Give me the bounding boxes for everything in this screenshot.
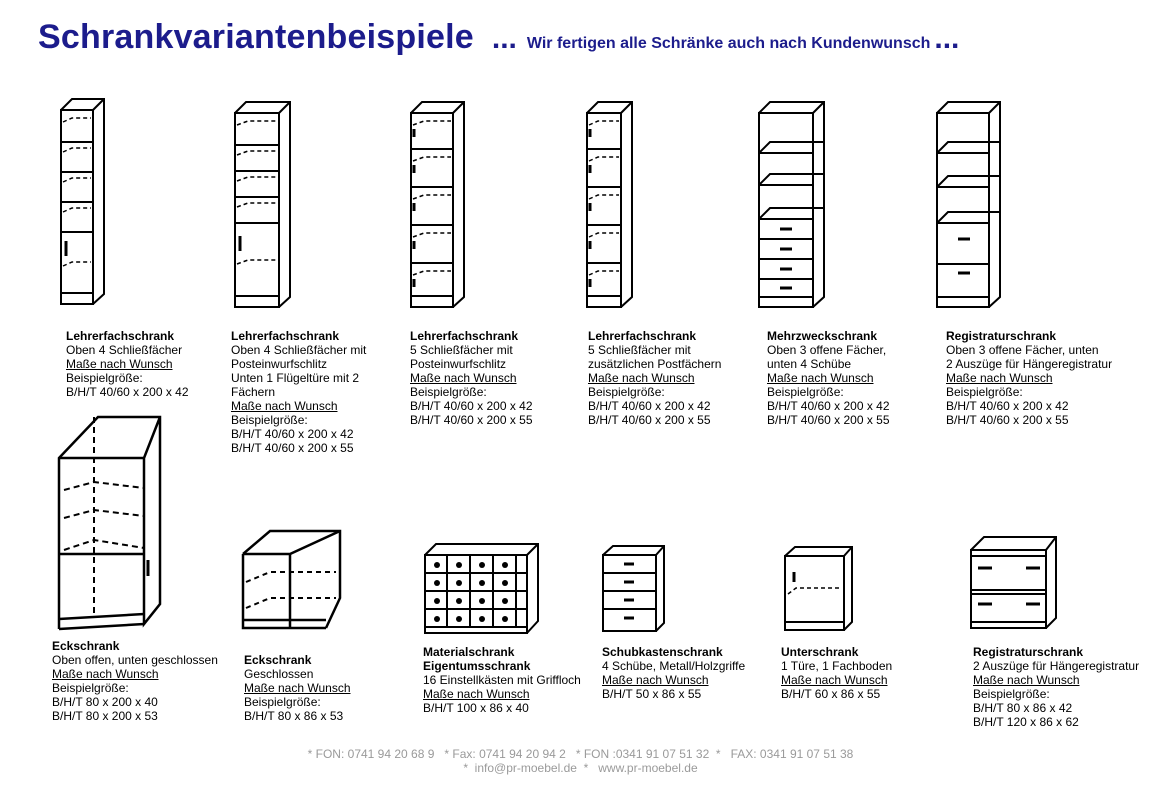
dimensions: B/H/T 80 x 86 x 42: [973, 701, 1073, 715]
example-size-label: Beispielgröße:: [410, 385, 487, 399]
dimensions: B/H/T 40/60 x 200 x 42: [946, 399, 1069, 413]
custom-size-note: Maße nach Wunsch: [244, 681, 351, 695]
page-header: [38, 18, 959, 57]
product-description: zusätzlichen Postfächern: [588, 357, 722, 371]
example-size-label: Beispielgröße:: [946, 385, 1023, 399]
cabinet-drawing-lehrerfachschrank-3: [408, 99, 468, 311]
product-description: Oben 3 offene Fächer, unten: [946, 343, 1099, 357]
custom-size-note: Maße nach Wunsch: [602, 673, 709, 687]
product-name: Eckschrank: [52, 639, 120, 653]
product-card-lehrerfachschrank-4: [588, 329, 721, 427]
custom-size-note: Maße nach Wunsch: [66, 357, 173, 371]
product-name: Registraturschrank: [946, 329, 1057, 343]
custom-size-note: Maße nach Wunsch: [767, 371, 874, 385]
dimensions: B/H/T 120 x 86 x 62: [973, 715, 1079, 729]
example-size-label: Beispielgröße:: [244, 695, 321, 709]
product-description: 5 Schließfächer mit: [588, 343, 691, 357]
product-description: unten 4 Schübe: [767, 357, 852, 371]
product-card-mehrzweckschrank: [767, 329, 890, 427]
cabinet-drawing-eckschrank-tall: [56, 414, 166, 634]
cabinet-drawing-eckschrank-low: [240, 528, 344, 634]
cabinet-drawing-lehrerfachschrank-4: [584, 99, 636, 311]
product-card-registraturschrank-1: [946, 329, 1112, 427]
contact-phone-fax: * FON: 0741 94 20 68 9 * Fax: 0741 94 20 94 2 * FON :0341 91 07 51 32 * FAX: 0341 91 07 51 38: [307, 747, 854, 761]
cabinet-drawing-unterschrank: [782, 544, 856, 634]
contact-footer: [0, 747, 1161, 775]
example-size-label: Beispielgröße:: [767, 385, 844, 399]
product-name: Mehrzweckschrank: [767, 329, 878, 343]
example-size-label: Beispielgröße:: [52, 681, 129, 695]
custom-size-note: Maße nach Wunsch: [946, 371, 1053, 385]
product-name: Lehrerfachschrank: [66, 329, 175, 343]
example-size-label: Beispielgröße:: [231, 413, 308, 427]
dimensions: B/H/T 80 x 200 x 53: [52, 709, 158, 723]
dimensions: B/H/T 80 x 200 x 40: [52, 695, 158, 709]
product-description: 2 Auszüge für Hängeregistratur: [973, 659, 1140, 673]
product-description: Fächern: [231, 385, 276, 399]
example-size-label: Beispielgröße:: [66, 371, 143, 385]
product-card-materialschrank: [423, 645, 581, 715]
custom-size-note: Maße nach Wunsch: [588, 371, 695, 385]
cabinet-drawing-materialschrank: [420, 541, 542, 637]
dimensions: B/H/T 80 x 86 x 53: [244, 709, 344, 723]
product-card-lehrerfachschrank-1: [66, 329, 189, 399]
cabinet-drawing-registraturschrank-2: [966, 534, 1060, 634]
product-description: 1 Türe, 1 Fachboden: [781, 659, 893, 673]
example-size-label: Beispielgröße:: [588, 385, 665, 399]
custom-size-note: Maße nach Wunsch: [410, 371, 517, 385]
custom-size-note: Maße nach Wunsch: [231, 399, 338, 413]
dimensions: B/H/T 40/60 x 200 x 55: [588, 413, 711, 427]
product-name: Unterschrank: [781, 645, 859, 659]
custom-size-note: Maße nach Wunsch: [781, 673, 888, 687]
product-card-eckschrank-tall: [52, 639, 218, 723]
product-name: Lehrerfachschrank: [410, 329, 519, 343]
product-card-unterschrank: [781, 645, 892, 701]
custom-size-note: Maße nach Wunsch: [973, 673, 1080, 687]
cabinet-drawing-lehrerfachschrank-2: [232, 99, 294, 311]
product-name: Eckschrank: [244, 653, 312, 667]
product-description: Oben 4 Schließfächer: [66, 343, 183, 357]
product-card-registraturschrank-2: [973, 645, 1139, 729]
custom-size-note: Maße nach Wunsch: [52, 667, 159, 681]
product-description: Unten 1 Flügeltüre mit 2: [231, 371, 360, 385]
product-description: Oben offen, unten geschlossen: [52, 653, 218, 667]
example-size-label: Beispielgröße:: [973, 687, 1050, 701]
product-name: Registraturschrank: [973, 645, 1084, 659]
product-card-schubkastenschrank: [602, 645, 745, 701]
dimensions: B/H/T 40/60 x 200 x 55: [410, 413, 533, 427]
dimensions: B/H/T 60 x 86 x 55: [781, 687, 881, 701]
cabinet-drawing-schubkastenschrank: [600, 543, 668, 635]
dimensions: B/H/T 40/60 x 200 x 55: [231, 441, 354, 455]
dimensions: B/H/T 40/60 x 200 x 55: [767, 413, 890, 427]
dimensions: B/H/T 40/60 x 200 x 42: [767, 399, 890, 413]
page-title: Schrankvariantenbeispiele: [38, 18, 474, 56]
cabinet-drawing-lehrerfachschrank-1: [58, 96, 108, 308]
dimensions: B/H/T 100 x 86 x 40: [423, 701, 529, 715]
product-card-lehrerfachschrank-2: [231, 329, 366, 455]
product-card-eckschrank-low: [244, 653, 351, 723]
product-description: 5 Schließfächer mit: [410, 343, 513, 357]
dimensions: B/H/T 40/60 x 200 x 55: [946, 413, 1069, 427]
product-description: 2 Auszüge für Hängeregistratur: [946, 357, 1113, 371]
dimensions: B/H/T 40/60 x 200 x 42: [231, 427, 354, 441]
product-name-secondary: Eigentumsschrank: [423, 659, 531, 673]
product-description: Posteinwurfschlitz: [231, 357, 328, 371]
dimensions: B/H/T 40/60 x 200 x 42: [588, 399, 711, 413]
product-card-lehrerfachschrank-3: [410, 329, 533, 427]
product-name: Lehrerfachschrank: [588, 329, 697, 343]
product-name: Lehrerfachschrank: [231, 329, 340, 343]
product-description: Geschlossen: [244, 667, 314, 681]
ellipsis-end: ...: [934, 22, 960, 55]
product-description: Oben 3 offene Fächer,: [767, 343, 887, 357]
product-description: Oben 4 Schließfächer mit: [231, 343, 367, 357]
tagline: Wir fertigen alle Schränke auch nach Kundenwunsch: [526, 35, 931, 52]
cabinet-drawing-mehrzweckschrank: [756, 99, 828, 311]
ellipsis: ...: [491, 22, 517, 55]
dimensions: B/H/T 40/60 x 200 x 42: [410, 399, 533, 413]
cabinet-drawing-registraturschrank-1: [934, 99, 1004, 311]
dimensions: B/H/T 40/60 x 200 x 42: [66, 385, 189, 399]
contact-email-web: * info@pr-moebel.de * www.pr-moebel.de: [463, 761, 698, 775]
product-description: Posteinwurfschlitz: [410, 357, 507, 371]
product-description: 16 Einstellkästen mit Griffloch: [423, 673, 581, 687]
custom-size-note: Maße nach Wunsch: [423, 687, 530, 701]
dimensions: B/H/T 50 x 86 x 55: [602, 687, 702, 701]
product-description: 4 Schübe, Metall/Holzgriffe: [602, 659, 746, 673]
product-name: Materialschrank: [423, 645, 515, 659]
product-name: Schubkastenschrank: [602, 645, 723, 659]
